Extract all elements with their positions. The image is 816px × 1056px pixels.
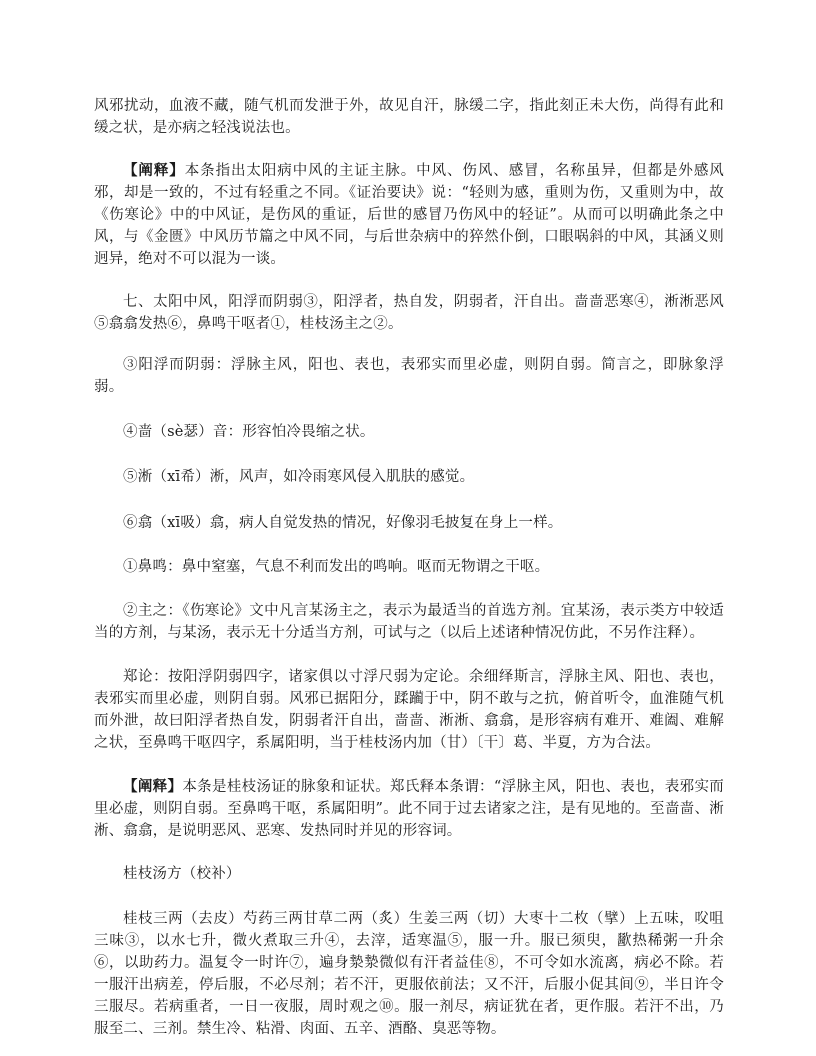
paragraph-text: 桂枝汤方（校补）	[123, 865, 241, 882]
footnote-1	[94, 556, 724, 578]
paragraph-formula	[94, 908, 724, 1040]
paragraph-text: 本条是桂枝汤证的脉象和证状。郑氏释本条谓：“浮脉主风，阳也、表也，表邪实而里必虚，则阴自弱。至鼻鸣干呕，系属阳明”。此不同于过去诸家之注，是有见地的。至啬啬、淅淅、翕翕，是说明恶风、恶寒、发热同时并见的形容词。	[94, 778, 724, 839]
footnote-3	[94, 354, 724, 398]
paragraph-text: 郑论：按阳浮阴弱四字，诸家俱以寸浮尺弱为定论。余细绎斯言，浮脉主风、阳也、表也，表邪实而里必虚，则阴自弱。风邪已据阳分，蹂躏于中，阴不敢与之抗，俯首听令，血淮随气机而外泄，故曰阳浮者热自发，阴弱者汗自出，啬啬、淅淅、翕翕，是形容病有难开、难阖、难解之状，至鼻鸣干呕四字，系属阳明，当于桂枝汤内加（甘）〔干〕葛、半夏，方为合法。	[94, 669, 724, 752]
section-heading-formula	[94, 863, 724, 885]
footnote-4	[94, 421, 724, 443]
footnote-5	[94, 466, 724, 488]
paragraph-clause-7	[94, 291, 724, 335]
paragraph-lead: 【阐释】	[123, 162, 185, 180]
paragraph-explanation-1	[94, 160, 724, 270]
paragraph-lead: 【阐释】	[123, 777, 183, 795]
paragraph-text: ①鼻鸣：鼻中窒塞，气息不利而发出的鸣响。呕而无物谓之干呕。	[123, 558, 550, 575]
paragraph-text: ③阳浮而阴弱：浮脉主风，阳也、表也，表邪实而里必虚，则阴自弱。简言之，即脉象浮弱。	[94, 356, 724, 395]
paragraph-text: 七、太阳中风，阳浮而阴弱③，阳浮者，热自发，阴弱者，汗自出。啬啬恶寒④，淅淅恶风⑤翕翕发热⑥，鼻鸣干呕者①，桂枝汤主之②。	[94, 293, 724, 332]
footnote-6	[94, 512, 724, 534]
paragraph-text: ②主之：《伤寒论》文中凡言某汤主之，表示为最适当的首选方剂。宜某汤，表示类方中较适当的方剂，与某汤，表示无十分适当方剂，可试与之（以后上述诸种情况仿此，不另作注释）。	[94, 603, 724, 641]
paragraph-explanation-2	[94, 776, 724, 842]
paragraph-text: ⑤淅（xī希）淅，风声，如冷雨寒风侵入肌肤的感觉。	[123, 469, 475, 486]
footnote-2	[94, 600, 724, 644]
paragraph-zheng-commentary	[94, 666, 724, 754]
paragraph-text: 本条指出太阳病中风的主证主脉。中风、伤风、感冒，名称虽异，但都是外感风邪，却是一致的，不过有轻重之不同。《证治要诀》说：“轻则为感，重则为伤，又重则为中，故《伤寒论》中的中风证，是伤风的重证，后世的感冒乃伤风中的轻证”。从而可以明确此条之中风，与《金匮》中风历节篇之中风不同，与后世杂病中的猝然仆倒，口眼㖞斜的中风，其涵义则迥异，绝对不可以混为一谈。	[94, 163, 724, 268]
paragraph-text: ⑥翕（xī吸）翕，病人自觉发热的情况，好像羽毛披复在身上一样。	[123, 514, 563, 531]
paragraph-text: 风邪扰动，血液不藏，随气机而发泄于外，故见自汗，脉缓二字，指此刻正未大伤，尚得有此和缓之状，是亦病之轻浅说法也。	[94, 98, 724, 136]
paragraph-text: ④啬（sè瑟）音：形容怕冷畏缩之状。	[123, 424, 375, 440]
paragraph-text: 桂枝三两（去皮）芍药三两甘草二两（炙）生姜三两（切）大枣十二枚（擘）上五味，㕮咀三味③，以水七升，微火煮取三升④，去滓，适寒温⑤，服一升。服已须臾，歠热稀粥一升余⑥，以助药力。温复令一时许⑦，遍身漐漐微似有汗者益佳⑧，不可令如水流离，病必不除。若一服汗出病差，停后服，不必尽剂；若不汗，更服依前法；又不汗，后服小促其间⑨，半日许令三服尽。若病重者，一日一夜服，周时观之⑩。服一剂尽，病证犹在者，更作服。若汗不出，乃服至二、三剂。禁生冷、粘滑、肉面、五辛、酒酪、臭恶等物。	[94, 911, 724, 1037]
paragraph-continuation	[94, 95, 724, 139]
